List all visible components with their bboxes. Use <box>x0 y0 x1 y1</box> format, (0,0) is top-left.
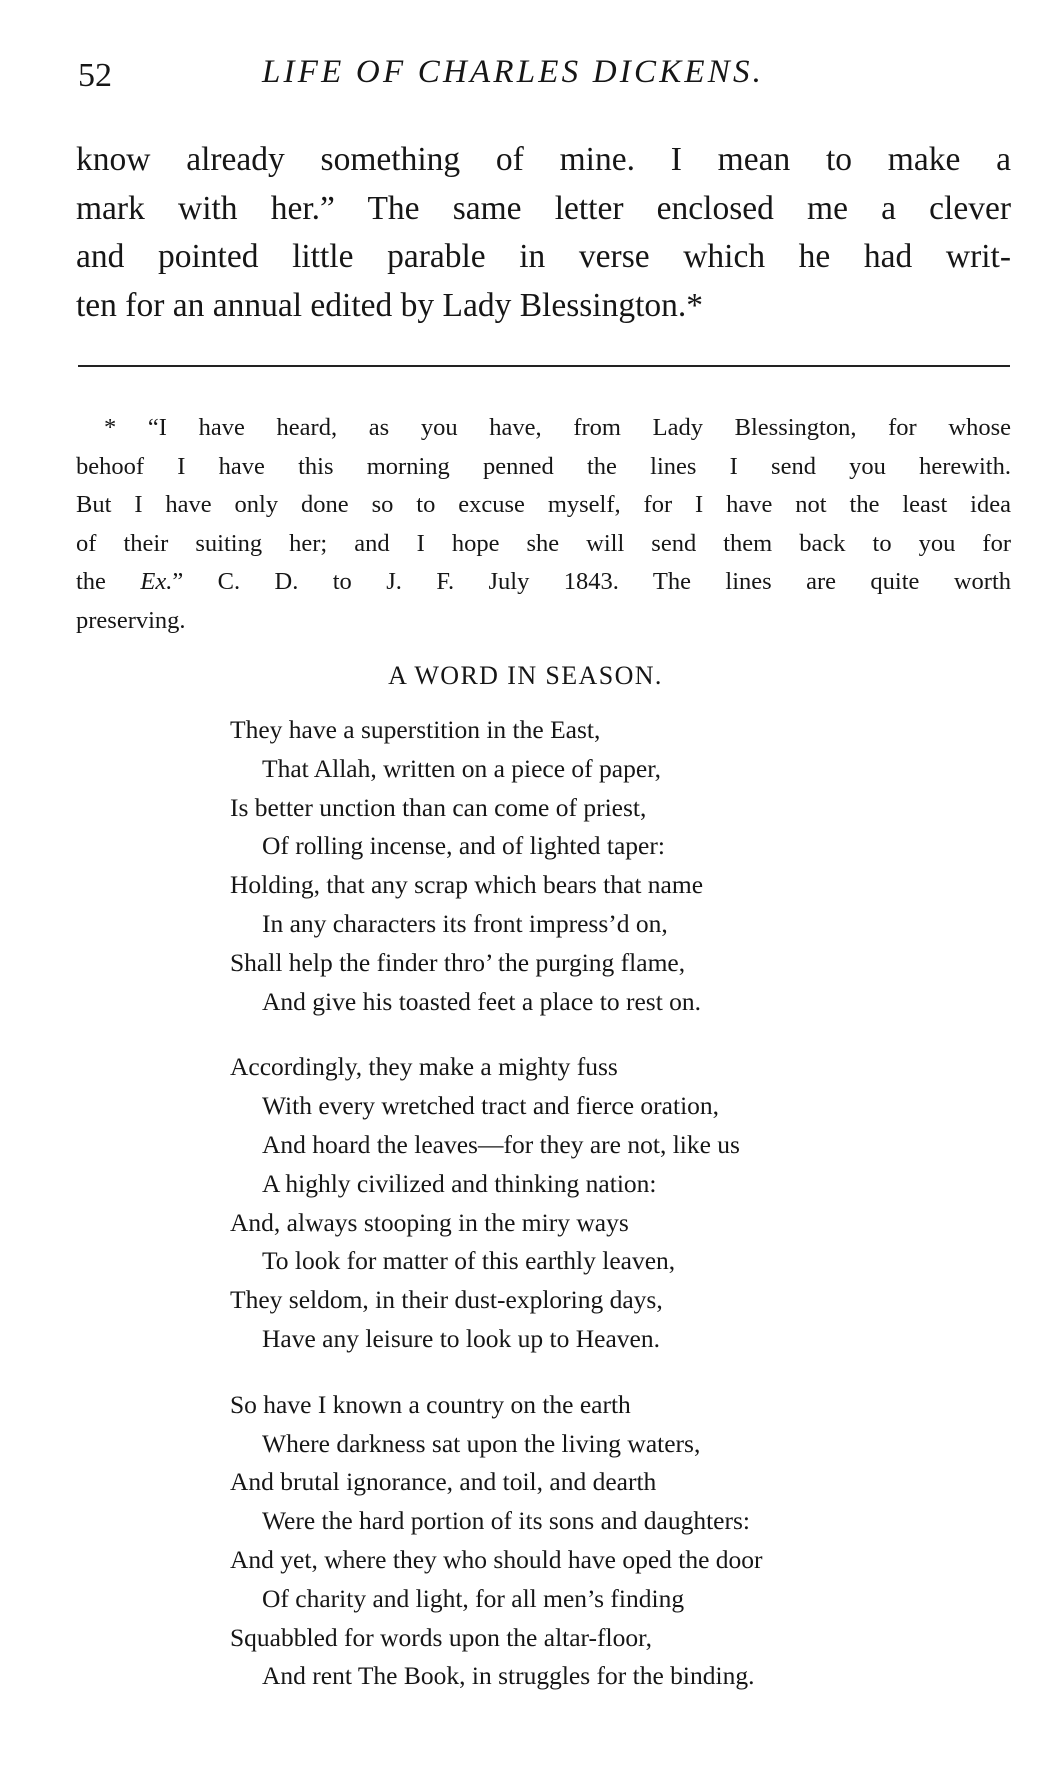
footnote-divider <box>78 365 1010 367</box>
footnote <box>76 409 1011 640</box>
poem-verse: They seldom, in their dust-exploring days, <box>230 1285 663 1315</box>
poem-stanza <box>230 1386 763 1696</box>
footnote-line: behoof I have this morning penned the lines I send you herewith. <box>76 452 1011 480</box>
footnote-line: of their suiting her; and I hope she will send them back to you for <box>76 529 1011 557</box>
footnote-line-citation <box>76 563 1011 602</box>
poem-verse: With every wretched tract and fierce oration, <box>262 1091 720 1121</box>
page-number: 52 <box>78 57 112 94</box>
body-paragraph <box>76 136 1011 330</box>
poem-verse: And hoard the leaves—for they are not, like us <box>262 1129 740 1159</box>
footnote-text: the <box>76 568 141 595</box>
poem-verse: Of rolling incense, and of lighted taper: <box>262 831 665 861</box>
footnote-line: preserving. <box>76 606 186 634</box>
running-title: LIFE OF CHARLES DICKENS. <box>262 54 765 90</box>
poem-verse: Accordingly, they make a mighty fuss <box>230 1052 618 1082</box>
footnote-line: But I have only done so to excuse myself, for I have not the least idea <box>76 491 1011 518</box>
poem-verse: Of charity and light, for all men’s finding <box>262 1583 685 1613</box>
body-line: ten for an annual edited by Lady Blessington.* <box>76 286 704 324</box>
poem-verse: Were the hard portion of its sons and daughters: <box>262 1506 750 1536</box>
poem-verse: To look for matter of this earthly leaven, <box>262 1246 676 1276</box>
poem-title: A WORD IN SEASON. <box>388 661 663 690</box>
poem-verse: And brutal ignorance, and toil, and dearth <box>230 1467 657 1497</box>
poem-verse: A highly civilized and thinking nation: <box>262 1168 657 1198</box>
poem-verse: And rent The Book, in struggles for the binding. <box>262 1661 755 1691</box>
poem-verse: Is better unction than can come of priest, <box>230 792 647 822</box>
poem-verse: Squabbled for words upon the altar-floor, <box>230 1622 652 1652</box>
poem <box>230 711 763 1723</box>
poem-verse: They have a superstition in the East, <box>230 715 601 744</box>
poem-verse: And give his toasted feet a place to rest on. <box>262 986 702 1016</box>
poem-verse: Where darkness sat upon the living waters, <box>262 1428 701 1458</box>
poem-verse: Shall help the finder thro’ the purging flame, <box>230 947 686 977</box>
poem-verse: Holding, that any scrap which bears that name <box>230 870 704 900</box>
footnote-italic-abbrev: Ex. <box>140 568 173 595</box>
footnote-line: * “I have heard, as you have, from Lady Blessington, for whose <box>104 414 1011 441</box>
body-line: and pointed little parable in verse which he had writ- <box>76 238 1011 275</box>
poem-verse: And, always stooping in the miry ways <box>230 1207 629 1237</box>
poem-stanza <box>230 711 763 1021</box>
footnote-text: ” C. D. to J. F. July 1843. The lines are quite worth <box>172 568 1011 595</box>
body-line: know already something of mine. I mean to make a <box>76 141 1011 178</box>
poem-stanza <box>230 1048 763 1358</box>
poem-verse: And yet, where they who should have oped the door <box>230 1544 763 1574</box>
poem-verse: In any characters its front impress’d on, <box>262 908 668 938</box>
body-line: mark with her.” The same letter enclosed me a clever <box>76 189 1011 227</box>
poem-verse: So have I known a country on the earth <box>230 1389 631 1419</box>
poem-verse: Have any leisure to look up to Heaven. <box>262 1323 660 1353</box>
poem-verse: That Allah, written on a piece of paper, <box>262 753 662 783</box>
